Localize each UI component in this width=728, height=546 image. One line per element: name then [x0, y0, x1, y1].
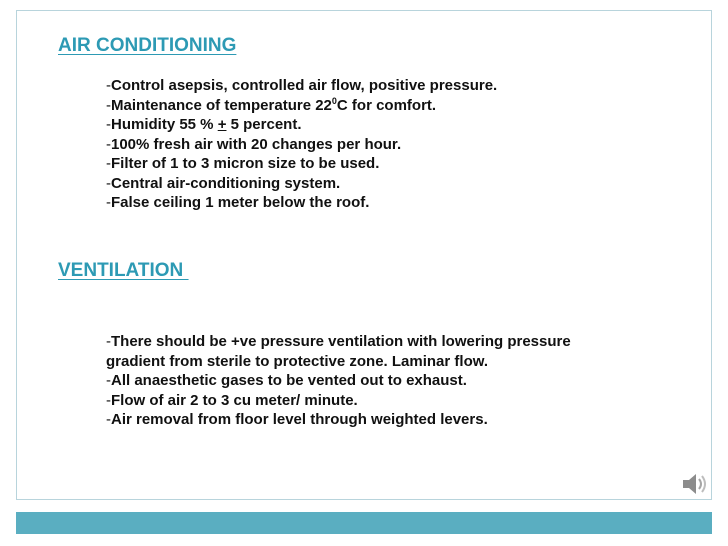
list-item: -Filter of 1 to 3 micron size to be used.: [106, 155, 380, 172]
list-item: -Air removal from floor level through weighted levers.: [106, 411, 488, 428]
list-item: -Humidity 55 % + 5 percent.: [106, 116, 302, 133]
ventilation-list: [106, 332, 571, 430]
list-item: -Maintenance of temperature $22^0C$ for comfort.: [106, 95, 437, 114]
list-item: -Central air-conditioning system.: [106, 174, 341, 192]
list-item: -Control asepsis, controlled air flow, positive pressure.: [106, 77, 498, 94]
speaker-icon[interactable]: [680, 470, 708, 498]
list-item: -Flow of air 2 to 3 cu meter/ minute.: [106, 391, 358, 409]
list-item: -False ceiling 1 meter below the roof.: [106, 194, 370, 211]
list-item: -100% fresh air with 20 changes per hour.: [106, 135, 402, 153]
list-item: -All anaesthetic gases to be vented out to exhaust.: [106, 372, 467, 389]
section-heading-ventilation: VENTILATION: [58, 260, 189, 281]
bottom-bar: [16, 512, 712, 534]
list-item: -There should be +ve pressure ventilation with lowering pressure: [106, 333, 571, 350]
list-item-continuation: gradient from sterile to protective zone. Laminar flow.: [106, 352, 489, 370]
air-conditioning-list: [106, 76, 497, 213]
section-heading-air-conditioning: AIR CONDITIONING: [58, 35, 237, 56]
